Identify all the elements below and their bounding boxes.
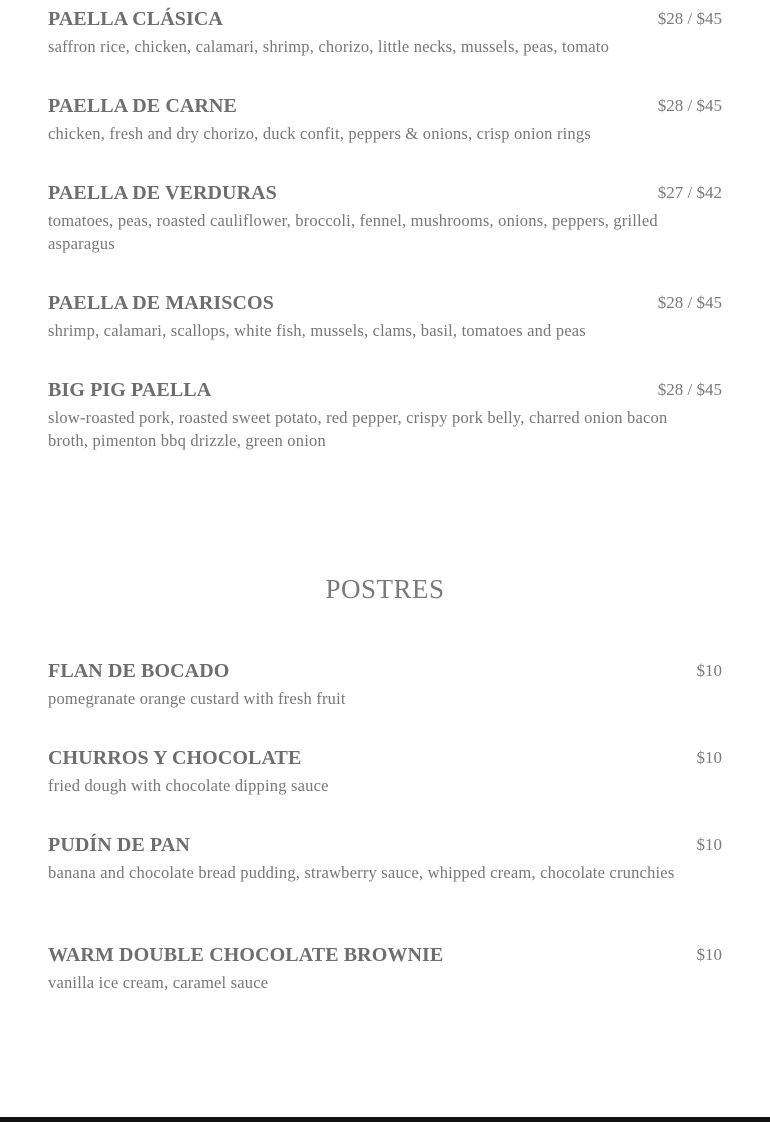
item-name: PAELLA DE CARNE	[48, 95, 237, 117]
item-description: tomatoes, peas, roasted cauliflower, broccoli, fennel, mushrooms, onions, peppers, grilled asparagus	[48, 211, 658, 253]
item-price: $28 / $45	[657, 293, 722, 312]
item-price: $10	[696, 661, 722, 680]
item-price: $28 / $45	[657, 380, 722, 399]
bottom-rule	[0, 1117, 770, 1122]
item-description: chicken, fresh and dry chorizo, duck confit, peppers & onions, crisp onion rings	[48, 124, 591, 143]
item-name: WARM DOUBLE CHOCOLATE BROWNIE	[48, 944, 444, 966]
item-description: pomegranate orange custard with fresh fruit	[48, 689, 346, 708]
item-description: shrimp, calamari, scallops, white fish, mussels, clams, basil, tomatoes and peas	[48, 321, 586, 340]
item-name: PAELLA DE MARISCOS	[48, 292, 274, 314]
item-price: $28 / $45	[657, 9, 722, 28]
item-description: vanilla ice cream, caramel sauce	[48, 973, 269, 992]
item-name: BIG PIG PAELLA	[48, 379, 212, 401]
section-title-postres: POSTRES	[325, 574, 445, 604]
item-price: $28 / $45	[657, 96, 722, 115]
item-name: FLAN DE BOCADO	[48, 660, 230, 682]
item-description: saffron rice, chicken, calamari, shrimp, chorizo, little necks, mussels, peas, tomato	[48, 37, 610, 56]
item-name: PAELLA DE VERDURAS	[48, 182, 277, 204]
item-price: $10	[696, 945, 722, 964]
item-description: fried dough with chocolate dipping sauce	[48, 776, 329, 795]
item-price: $10	[696, 835, 722, 854]
item-name: PAELLA CLÁSICA	[48, 8, 223, 30]
item-description: slow-roasted pork, roasted sweet potato, red pepper, crispy pork belly, charred onion bacon broth, pimenton bbq drizzle, green onion	[48, 408, 668, 450]
item-description: banana and chocolate bread pudding, strawberry sauce, whipped cream, chocolate crunchies	[48, 863, 675, 882]
item-name: PUDÍN DE PAN	[48, 834, 190, 856]
item-name: CHURROS Y CHOCOLATE	[48, 747, 302, 769]
item-price: $27 / $42	[657, 183, 722, 202]
item-price: $10	[696, 748, 722, 767]
